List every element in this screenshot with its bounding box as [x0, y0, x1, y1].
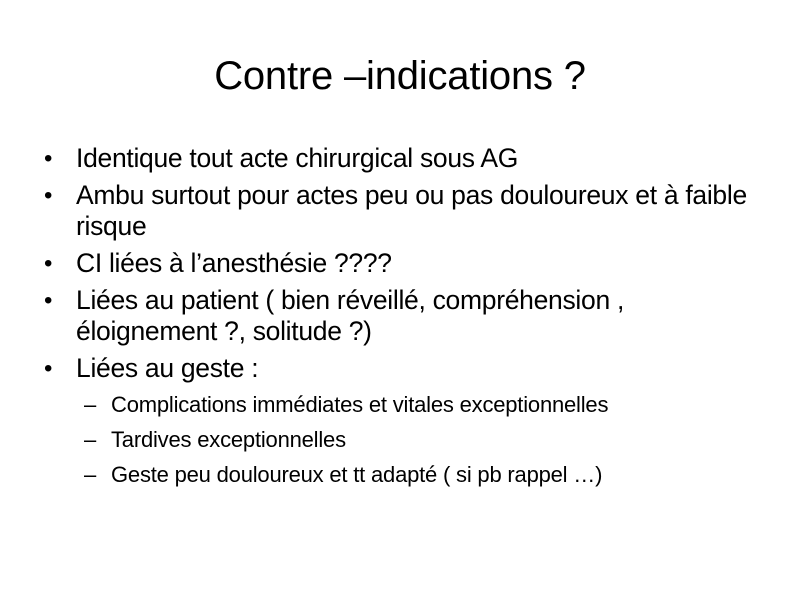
bullet-text: Liées au patient ( bien réveillé, compréhension , éloignement ?, solitude ?)	[76, 285, 625, 346]
bullet-text: CI liées à l’anesthésie ????	[76, 248, 392, 278]
bullet-icon: •	[44, 182, 53, 209]
sub-bullet-item	[76, 390, 770, 419]
bullet-icon: •	[44, 287, 53, 314]
slide-content	[40, 143, 770, 495]
sub-bullet-item	[76, 460, 770, 489]
sub-bullet-text: Geste peu douloureux et tt adapté ( si pb rappel …)	[111, 462, 603, 487]
bullet-item	[40, 285, 770, 347]
bullet-text: Ambu surtout pour actes peu ou pas douloureux et à faible risque	[76, 180, 747, 241]
bullet-text: Liées au geste :	[76, 353, 259, 383]
sub-bullet-text: Tardives exceptionnelles	[111, 427, 346, 452]
bullet-text: Identique tout acte chirurgical sous AG	[76, 143, 519, 173]
bullet-item	[40, 248, 770, 279]
bullet-list	[40, 143, 770, 489]
dash-icon: –	[84, 392, 97, 417]
dash-icon: –	[84, 462, 97, 487]
sub-bullet-item	[76, 425, 770, 454]
bullet-item	[40, 143, 770, 174]
slide-title: Contre –indications ?	[214, 54, 586, 98]
bullet-item	[40, 180, 770, 242]
bullet-icon: •	[44, 145, 53, 172]
bullet-icon: •	[44, 250, 53, 277]
dash-icon: –	[84, 427, 97, 452]
sub-bullet-list	[76, 390, 770, 489]
sub-bullet-text: Complications immédiates et vitales exceptionnelles	[111, 392, 609, 417]
bullet-item	[40, 353, 770, 489]
bullet-icon: •	[44, 355, 53, 382]
